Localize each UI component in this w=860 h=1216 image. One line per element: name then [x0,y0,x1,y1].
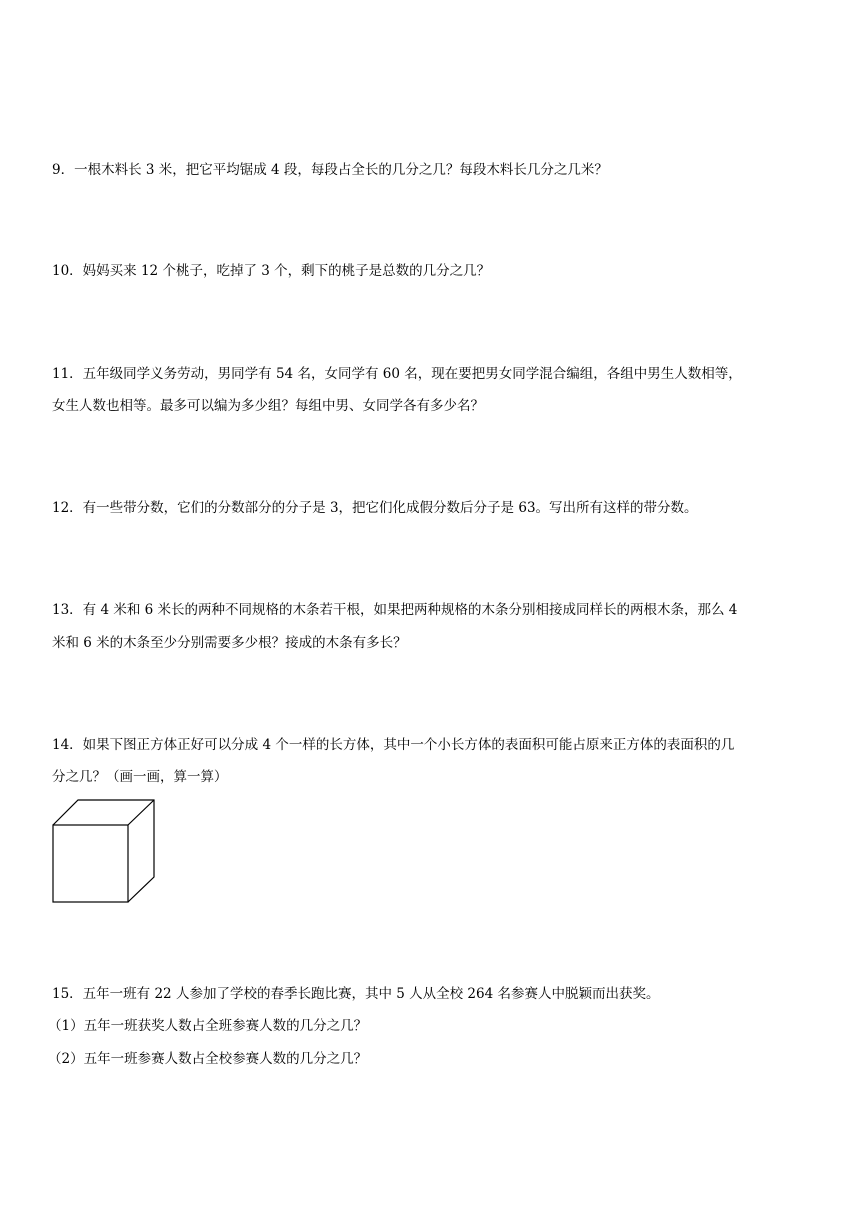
question-10: 10．妈妈买来 12 个桃子，吃掉了 3 个，剩下的桃子是总数的几分之几？ [52,263,491,279]
question-11-line-2: 女生人数也相等。最多可以编为多少组？每组中男、女同学各有多少名？ [52,398,484,414]
question-15-line-1: 15．五年一班有 22 人参加了学校的春季长跑比赛，其中 5 人从全校 264 名参赛人中脱颖而出获奖。 [52,986,660,1002]
cube-figure [50,797,158,905]
question-15-sub-2: （2）五年一班参赛人数占全校参赛人数的几分之几？ [48,1051,368,1067]
question-11-line-1: 11．五年级同学义务劳动，男同学有 54 名，女同学有 60 名，现在要把男女同学混合编组，各组中男生人数相等， [52,366,742,382]
question-13-line-1: 13．有 4 米和 6 米长的两种不同规格的木条若干根，如果把两种规格的木条分别相接成同样长的两根木条，那么 4 [52,602,738,618]
cube-front-face [53,825,128,902]
cube-top-right-edge [128,800,154,825]
question-14-line-1: 14．如果下图正方体正好可以分成 4 个一样的长方体，其中一个小长方体的表面积可能占原来正方体的表面积的几 [52,737,735,753]
question-9: 9．一根木料长 3 米，把它平均锯成 4 段，每段占全长的几分之几？每段木料长几分之几米？ [52,162,608,178]
question-14-line-2: 分之几？（画一画，算一算） [52,769,228,785]
question-12: 12．有一些带分数，它们的分数部分的分子是 3，把它们化成假分数后分子是 63。写出所有这样的带分数。 [52,500,698,516]
question-13-line-2: 米和 6 米的木条至少分别需要多少根？接成的木条有多长？ [52,635,407,651]
question-15-sub-1: （1）五年一班获奖人数占全班参赛人数的几分之几？ [48,1018,368,1034]
